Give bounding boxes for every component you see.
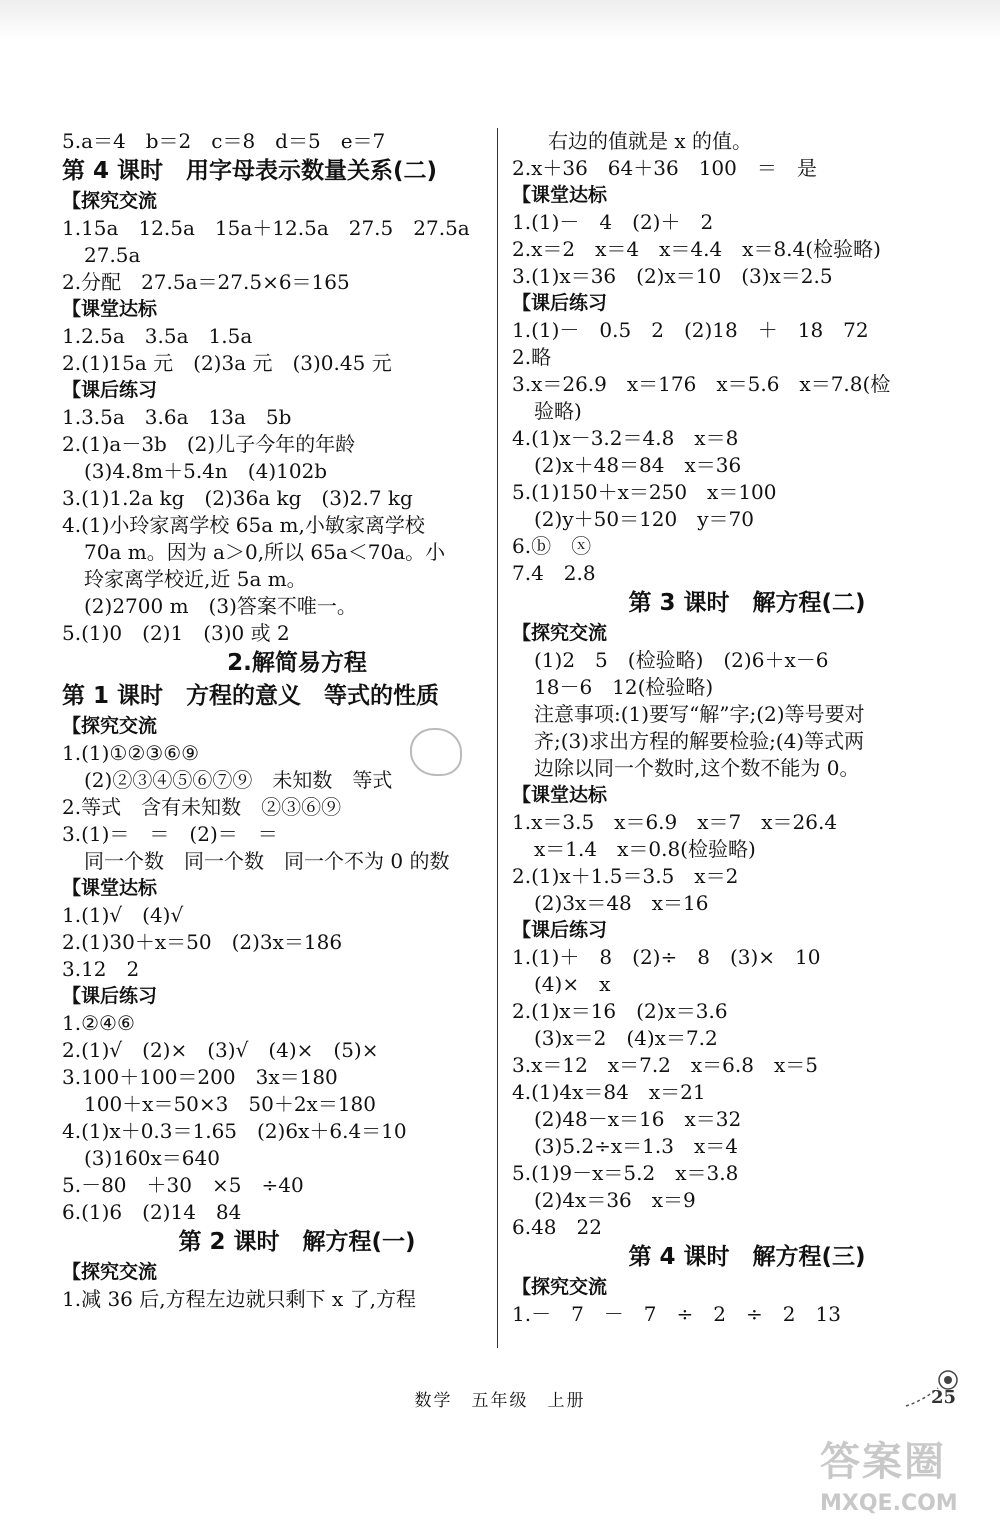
section-heading: 【课堂达标 bbox=[62, 877, 158, 899]
answer-line: 3.(1)1.2a kg (2)36a kg (3)2.7 kg bbox=[62, 486, 413, 510]
answer-line: 1.15a 12.5a 15a＋12.5a 27.5 27.5a bbox=[62, 216, 470, 240]
answer-line: (2)2700 m (3)答案不唯一。 bbox=[84, 594, 357, 618]
answer-line: (4)× x bbox=[534, 972, 611, 996]
answer-line: (2)4x＝36 x＝9 bbox=[534, 1188, 696, 1212]
lesson-heading: 第 4 课时 用字母表示数量关系(二) bbox=[62, 158, 438, 184]
section-heading: 【探究交流 bbox=[512, 622, 608, 644]
lesson-heading: 第 1 课时 方程的意义 等式的性质 bbox=[62, 683, 440, 709]
answer-line: 3.x＝12 x＝7.2 x＝6.8 x＝5 bbox=[512, 1053, 818, 1077]
answer-line: 18－6 12(检验略) bbox=[534, 675, 714, 699]
column-divider bbox=[497, 128, 498, 1348]
answer-line: (2)y＋50＝120 y＝70 bbox=[534, 507, 754, 531]
answer-line: 2.分配 27.5a＝27.5×6＝165 bbox=[62, 270, 350, 294]
answer-line: 6.ⓑ ⓧ bbox=[512, 534, 592, 558]
answer-line: 100＋x＝50×3 50＋2x＝180 bbox=[84, 1092, 377, 1116]
page-number-badge bbox=[904, 1366, 964, 1410]
answer-line: (3)4.8m＋5.4n (4)102b bbox=[84, 459, 328, 483]
section-heading: 【探究交流 bbox=[62, 190, 158, 212]
answer-line: 1.－ 7 － 7 ÷ 2 ÷ 2 13 bbox=[512, 1302, 841, 1326]
answer-line: 2.(1)15a 元 (2)3a 元 (3)0.45 元 bbox=[62, 351, 392, 375]
answer-line: 4.(1)x－3.2＝4.8 x＝8 bbox=[512, 426, 739, 450]
answer-line: 6.48 22 bbox=[512, 1215, 602, 1239]
answer-line: (1)2 5 (检验略) (2)6＋x－6 bbox=[534, 648, 829, 672]
answer-line: 边除以同一个数时,这个数不能为 0。 bbox=[534, 756, 860, 780]
section-heading: 【课后练习 bbox=[62, 985, 158, 1007]
answer-line: 4.(1)4x＝84 x＝21 bbox=[512, 1080, 706, 1104]
answer-line: 右边的值就是 x 的值。 bbox=[548, 129, 752, 153]
page-footer: 数学 五年级 上册 bbox=[414, 1391, 586, 1411]
answer-line: 注意事项:(1)要写“解”字;(2)等号要对 bbox=[534, 702, 865, 726]
answer-line: 2.(1)x＋1.5＝3.5 x＝2 bbox=[512, 864, 739, 888]
answer-line: 玲家离学校近,近 5a m。 bbox=[84, 567, 307, 591]
lesson-heading: 2.解简易方程 bbox=[227, 650, 367, 676]
answer-line: (3)160x＝640 bbox=[84, 1146, 220, 1170]
answer-line: 5.(1)9－x＝5.2 x＝3.8 bbox=[512, 1161, 739, 1185]
answer-line: (3)x＝2 (4)x＝7.2 bbox=[534, 1026, 718, 1050]
answer-line: 1.2.5a 3.5a 1.5a bbox=[62, 324, 253, 348]
lesson-heading: 第 2 课时 解方程(一) bbox=[178, 1229, 416, 1255]
answer-line: (2)②③④⑤⑥⑦⑨ 未知数 等式 bbox=[84, 768, 393, 792]
answer-line: 2.x＝2 x＝4 x＝4.4 x＝8.4(检验略) bbox=[512, 237, 881, 261]
answer-line: 3.(1)x＝36 (2)x＝10 (3)x＝2.5 bbox=[512, 264, 833, 288]
answer-line: 2.(1)√ (2)× (3)√ (4)× (5)× bbox=[62, 1038, 379, 1062]
section-heading: 【课堂达标 bbox=[62, 298, 158, 320]
answer-line: 5.－80 ＋30 ×5 ÷40 bbox=[62, 1173, 304, 1197]
answer-line: 6.(1)6 (2)14 84 bbox=[62, 1200, 242, 1224]
section-heading: 【课后练习 bbox=[62, 379, 158, 401]
watermark bbox=[820, 1430, 990, 1520]
scan-top-shadow bbox=[0, 0, 1000, 40]
section-heading: 【探究交流 bbox=[512, 1276, 608, 1298]
answer-line: 2.(1)a－3b (2)儿子今年的年龄 bbox=[62, 432, 356, 456]
right-column bbox=[512, 128, 982, 1328]
stamp-mark bbox=[410, 728, 462, 776]
answer-line: x＝1.4 x＝0.8(检验略) bbox=[534, 837, 756, 861]
section-heading: 【课后练习 bbox=[512, 919, 608, 941]
answer-line: 4.(1)x＋0.3＝1.65 (2)6x＋6.4＝10 bbox=[62, 1119, 407, 1143]
section-heading: 【课堂达标 bbox=[512, 784, 608, 806]
section-heading: 【探究交流 bbox=[62, 1261, 158, 1283]
answer-line: 1.(1)＋ 8 (2)÷ 8 (3)× 10 bbox=[512, 945, 821, 969]
answer-line: 70a m。因为 a＞0,所以 65a＜70a。小 bbox=[84, 540, 446, 564]
answer-line: 3.12 2 bbox=[62, 957, 140, 981]
answer-line: 1.②④⑥ bbox=[62, 1011, 135, 1035]
answer-line: 齐;(3)求出方程的解要检验;(4)等式两 bbox=[534, 729, 865, 753]
answer-line: 2.(1)30＋x＝50 (2)3x＝186 bbox=[62, 930, 343, 954]
answer-line: 验略) bbox=[534, 399, 582, 423]
answer-line: (3)5.2÷x＝1.3 x＝4 bbox=[534, 1134, 738, 1158]
answer-line: 2.x＋36 64＋36 100 ＝ 是 bbox=[512, 156, 817, 180]
answer-line: 2.(1)x＝16 (2)x＝3.6 bbox=[512, 999, 728, 1023]
section-heading: 【课堂达标 bbox=[512, 184, 608, 206]
section-heading: 【课后练习 bbox=[512, 292, 608, 314]
answer-line: 27.5a bbox=[84, 243, 141, 267]
answer-line: 同一个数 同一个数 同一个不为 0 的数 bbox=[84, 849, 450, 873]
watermark-logo-text: 答案圈 bbox=[820, 1439, 946, 1485]
answer-line: 5.(1)0 (2)1 (3)0 或 2 bbox=[62, 621, 290, 645]
answer-line: 4.(1)小玲家离学校 65a m,小敏家离学校 bbox=[62, 513, 425, 537]
answer-line: 3.100＋100＝200 3x＝180 bbox=[62, 1065, 338, 1089]
answer-line: 1.(1)√ (4)√ bbox=[62, 903, 184, 927]
left-column bbox=[62, 128, 532, 1313]
section-heading: 【探究交流 bbox=[62, 715, 158, 737]
lesson-heading: 第 3 课时 解方程(二) bbox=[628, 590, 866, 616]
answer-line: 7.4 2.8 bbox=[512, 561, 596, 585]
answer-line: 5.(1)150＋x＝250 x＝100 bbox=[512, 480, 777, 504]
answer-line: 1.3.5a 3.6a 13a 5b bbox=[62, 405, 292, 429]
answer-line: 2.等式 含有未知数 ②③⑥⑨ bbox=[62, 795, 342, 819]
answer-line: (2)x＋48＝84 x＝36 bbox=[534, 453, 742, 477]
watermark-url: MXQE.COM bbox=[820, 1491, 958, 1516]
answer-line: 3.x＝26.9 x＝176 x＝5.6 x＝7.8(检 bbox=[512, 372, 891, 396]
page-number: 25 bbox=[930, 1387, 956, 1408]
answer-line: (2)3x＝48 x＝16 bbox=[534, 891, 709, 915]
answer-line: 1.(1)①②③⑥⑨ bbox=[62, 741, 200, 765]
answer-line: 1.x＝3.5 x＝6.9 x＝7 x＝26.4 bbox=[512, 810, 838, 834]
answer-line: 5.a＝4 b＝2 c＝8 d＝5 e＝7 bbox=[62, 129, 386, 153]
answer-line: 2.略 bbox=[512, 345, 552, 369]
answer-line: 3.(1)＝ ＝ (2)＝ ＝ bbox=[62, 822, 278, 846]
answer-line: 1.减 36 后,方程左边就只剩下 x 了,方程 bbox=[62, 1287, 416, 1311]
lesson-heading: 第 4 课时 解方程(三) bbox=[628, 1244, 866, 1270]
answer-line: 1.(1)－ 0.5 2 (2)18 ＋ 18 72 bbox=[512, 318, 869, 342]
answer-line: (2)48－x＝16 x＝32 bbox=[534, 1107, 742, 1131]
answer-line: 1.(1)－ 4 (2)＋ 2 bbox=[512, 210, 714, 234]
